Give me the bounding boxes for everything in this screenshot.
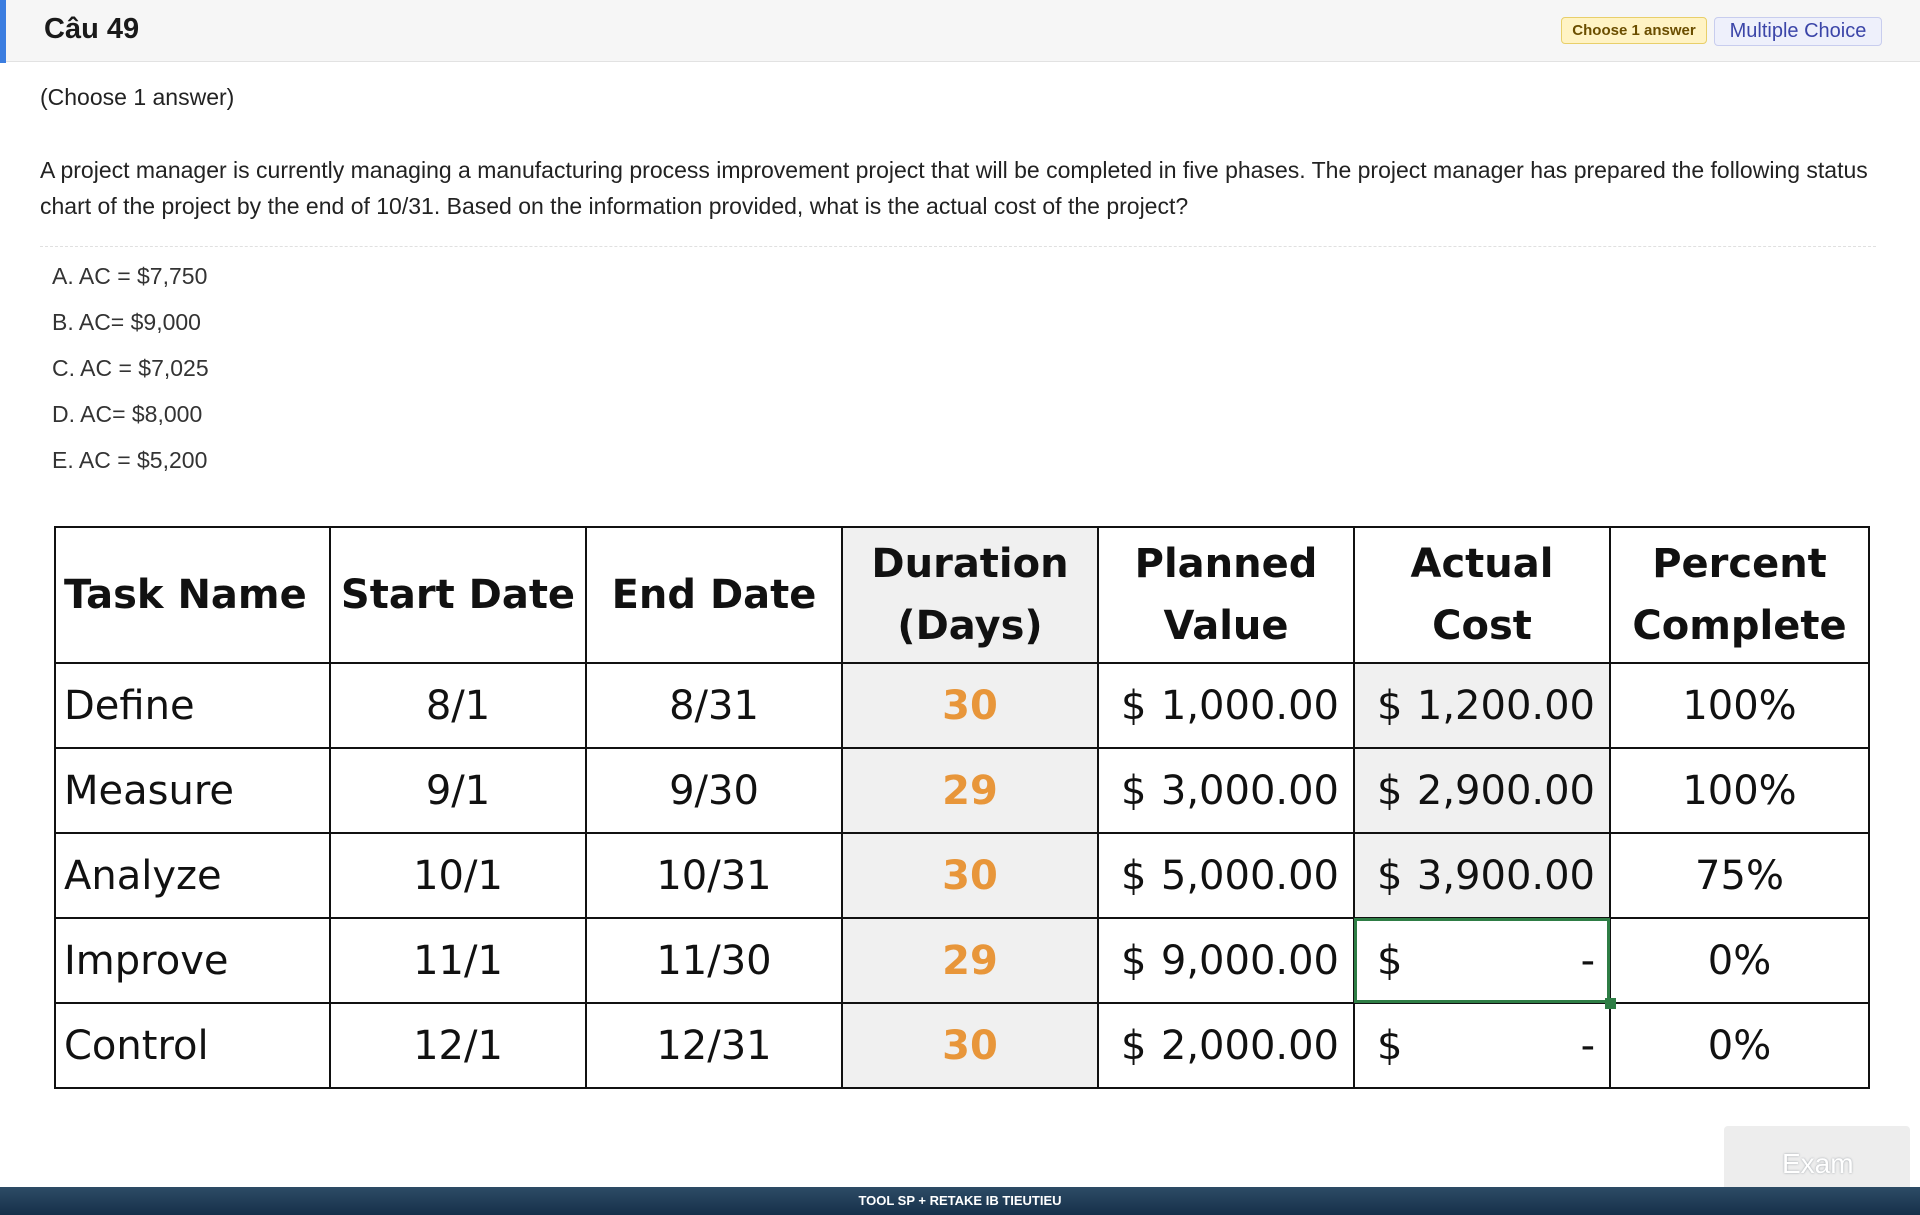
divider bbox=[40, 246, 1876, 247]
header-start-date: Start Date bbox=[330, 527, 586, 663]
cell-duration: 29 bbox=[842, 748, 1098, 833]
currency-symbol: $ bbox=[1121, 1022, 1147, 1069]
header-planned-line2: Value bbox=[1163, 603, 1289, 649]
table-row bbox=[55, 833, 1869, 918]
footer-bar: TOOL SP + RETAKE IB TIEUTIEU bbox=[0, 1187, 1920, 1215]
cell-start: 12/1 bbox=[330, 1003, 586, 1088]
cell-actual bbox=[1354, 833, 1610, 918]
table-row bbox=[55, 1003, 1869, 1088]
cell-planned bbox=[1098, 918, 1354, 1003]
cell-start: 9/1 bbox=[330, 748, 586, 833]
cell-percent: 75% bbox=[1610, 833, 1869, 918]
currency-symbol: $ bbox=[1377, 937, 1403, 984]
cell-task: Measure bbox=[55, 748, 330, 833]
status-chart-image bbox=[54, 526, 1868, 1080]
cell-planned bbox=[1098, 1003, 1354, 1088]
table-row bbox=[55, 748, 1869, 833]
cell-task: Define bbox=[55, 663, 330, 748]
header-duration-line1: Duration bbox=[871, 541, 1069, 587]
answer-options bbox=[52, 258, 209, 488]
currency-symbol: $ bbox=[1377, 1022, 1403, 1069]
cell-actual-amount: - bbox=[1580, 937, 1595, 984]
cell-planned-amount: 1,000.00 bbox=[1160, 682, 1339, 729]
table-row bbox=[55, 663, 1869, 748]
cell-task: Control bbox=[55, 1003, 330, 1088]
header-planned-line1: Planned bbox=[1134, 541, 1318, 587]
currency-symbol: $ bbox=[1377, 767, 1403, 814]
cell-actual-amount: - bbox=[1580, 1022, 1595, 1069]
option-c[interactable]: C. AC = $7,025 bbox=[52, 355, 209, 381]
cell-actual-amount: 2,900.00 bbox=[1416, 767, 1595, 814]
cell-end: 11/30 bbox=[586, 918, 842, 1003]
cell-actual-amount: 3,900.00 bbox=[1416, 852, 1595, 899]
cell-planned-amount: 2,000.00 bbox=[1160, 1022, 1339, 1069]
cell-end: 10/31 bbox=[586, 833, 842, 918]
cell-planned-amount: 9,000.00 bbox=[1160, 937, 1339, 984]
header-planned-value bbox=[1098, 527, 1354, 663]
answer-hint: (Choose 1 answer) bbox=[40, 84, 235, 110]
cell-end: 12/31 bbox=[586, 1003, 842, 1088]
currency-symbol: $ bbox=[1121, 937, 1147, 984]
question-type-badge: Multiple Choice bbox=[1714, 17, 1882, 46]
cell-start: 11/1 bbox=[330, 918, 586, 1003]
cell-planned bbox=[1098, 663, 1354, 748]
currency-symbol: $ bbox=[1377, 682, 1403, 729]
header-actual-cost: Actual Cost bbox=[1354, 527, 1610, 663]
cell-planned bbox=[1098, 833, 1354, 918]
cell-end: 9/30 bbox=[586, 748, 842, 833]
cell-start: 8/1 bbox=[330, 663, 586, 748]
cell-percent: 0% bbox=[1610, 918, 1869, 1003]
cell-planned-amount: 5,000.00 bbox=[1160, 852, 1339, 899]
cell-actual bbox=[1354, 663, 1610, 748]
cell-actual-amount: 1,200.00 bbox=[1416, 682, 1595, 729]
currency-symbol: $ bbox=[1377, 852, 1403, 899]
option-d[interactable]: D. AC= $8,000 bbox=[52, 401, 203, 427]
status-table bbox=[54, 526, 1870, 1089]
cell-planned bbox=[1098, 748, 1354, 833]
table-header-row bbox=[55, 527, 1869, 663]
currency-symbol: $ bbox=[1121, 682, 1147, 729]
cell-task: Improve bbox=[55, 918, 330, 1003]
header-duration bbox=[842, 527, 1098, 663]
header-percent-complete bbox=[1610, 527, 1869, 663]
cell-actual bbox=[1354, 1003, 1610, 1088]
cell-percent: 0% bbox=[1610, 1003, 1869, 1088]
header-task-name: Task Name bbox=[55, 527, 330, 663]
header-percent-line2: Complete bbox=[1632, 603, 1847, 649]
cell-percent: 100% bbox=[1610, 663, 1869, 748]
cell-duration: 30 bbox=[842, 663, 1098, 748]
question-header bbox=[0, 0, 1920, 62]
cell-planned-amount: 3,000.00 bbox=[1160, 767, 1339, 814]
header-percent-line1: Percent bbox=[1652, 541, 1827, 587]
question-number: Câu 49 bbox=[44, 13, 140, 45]
table-row bbox=[55, 918, 1869, 1003]
cell-task: Analyze bbox=[55, 833, 330, 918]
cell-duration: 30 bbox=[842, 1003, 1098, 1088]
option-a[interactable]: A. AC = $7,750 bbox=[52, 263, 208, 289]
cell-end: 8/31 bbox=[586, 663, 842, 748]
logo-text: Exam bbox=[1782, 1148, 1854, 1179]
option-b[interactable]: B. AC= $9,000 bbox=[52, 309, 201, 335]
cell-duration: 30 bbox=[842, 833, 1098, 918]
question-text: A project manager is currently managing a manufacturing process improvement project that will be completed in five phases. The project manager has prepared the following status chart of the project by the end of 10/31. Based on the information provided, what is the actual cost of the project? bbox=[40, 157, 1868, 219]
header-accent-bar bbox=[0, 0, 6, 63]
answer-count-badge: Choose 1 answer bbox=[1561, 17, 1707, 44]
cell-actual bbox=[1354, 748, 1610, 833]
header-duration-line2: (Days) bbox=[897, 603, 1043, 649]
cell-percent: 100% bbox=[1610, 748, 1869, 833]
currency-symbol: $ bbox=[1121, 767, 1147, 814]
header-end-date: End Date bbox=[586, 527, 842, 663]
currency-symbol: $ bbox=[1121, 852, 1147, 899]
option-e[interactable]: E. AC = $5,200 bbox=[52, 447, 208, 473]
cell-actual-selected bbox=[1354, 918, 1610, 1003]
cell-duration: 29 bbox=[842, 918, 1098, 1003]
cell-start: 10/1 bbox=[330, 833, 586, 918]
